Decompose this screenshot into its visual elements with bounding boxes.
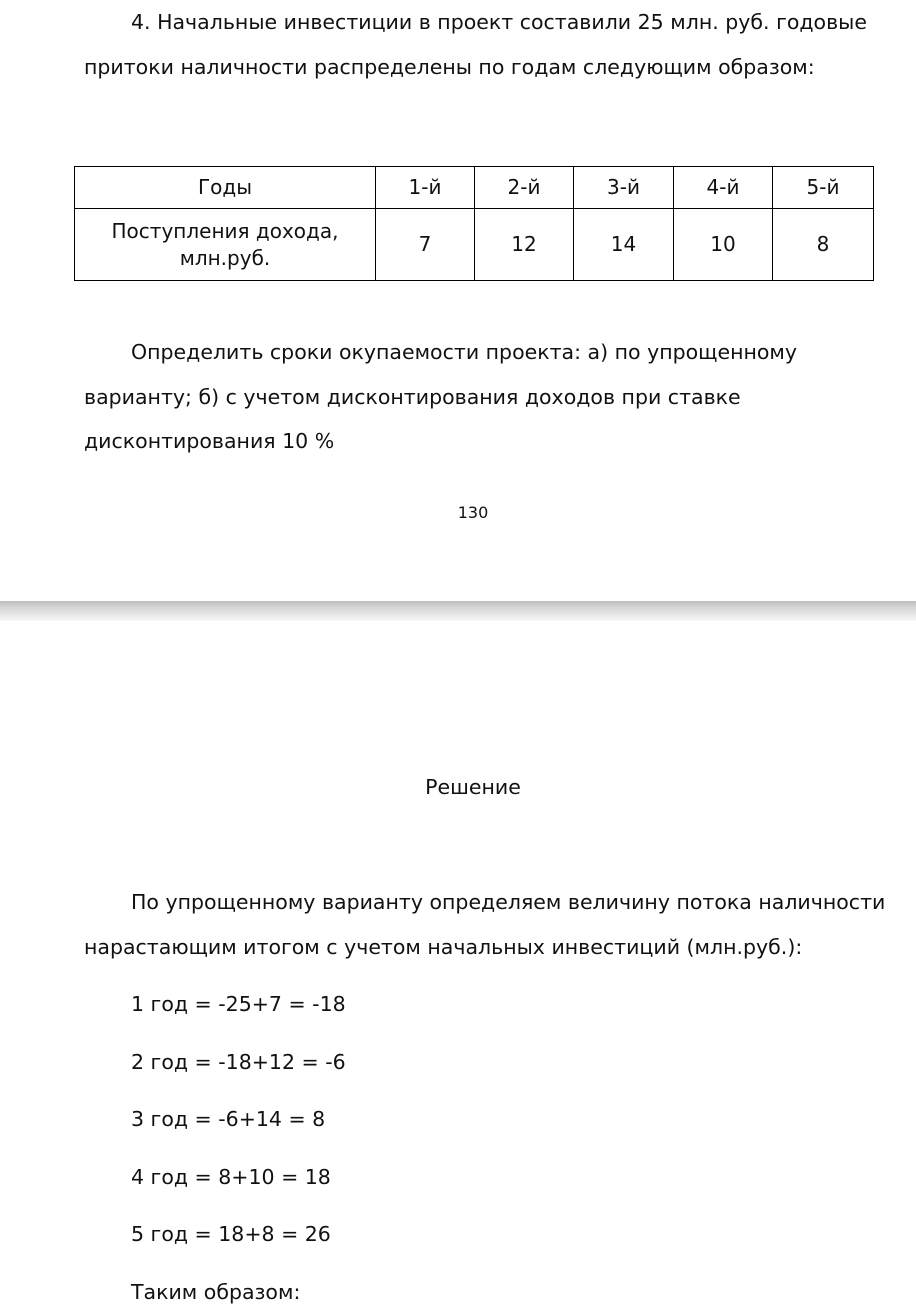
calc-line-year-1: 1 год = -25+7 = -18 (131, 992, 346, 1016)
header-cell-year-2: 2-й (475, 167, 574, 209)
income-table (74, 166, 874, 281)
value-cell-year-4: 10 (674, 209, 773, 281)
problem-intro-line-2: притоки наличности распределены по годам следующим образом: (84, 55, 815, 79)
calc-line-year-4: 4 год = 8+10 = 18 (131, 1165, 331, 1189)
row-label-line-1: Поступления дохода, (111, 218, 339, 243)
document-page-1 (0, 0, 916, 601)
row-label-cell (75, 209, 376, 281)
solution-para-line-1: По упрощенному варианту определяем величину потока наличности (131, 890, 886, 914)
value-cell-year-2: 12 (475, 209, 574, 281)
header-cell-year-1: 1-й (376, 167, 475, 209)
table-header-row (75, 167, 874, 209)
table-row-income (75, 209, 874, 281)
problem-intro-line-1: 4. Начальные инвестиции в проект составили 25 млн. руб. годовые (131, 10, 867, 34)
value-cell-year-1: 7 (376, 209, 475, 281)
calc-line-year-2: 2 год = -18+12 = -6 (131, 1050, 346, 1074)
row-label-line-2: млн.руб. (179, 245, 271, 270)
calc-line-year-5: 5 год = 18+8 = 26 (131, 1222, 331, 1246)
value-cell-year-5: 8 (773, 209, 874, 281)
header-cell-year-3: 3-й (574, 167, 674, 209)
task-line-2: варианту; б) с учетом дисконтирования доходов при ставке (84, 385, 741, 409)
task-line-1: Определить сроки окупаемости проекта: а) по упрощенному (131, 340, 798, 364)
value-cell-year-3: 14 (574, 209, 674, 281)
task-line-3: дисконтирования 10 % (84, 429, 335, 453)
header-cell-year-5: 5-й (773, 167, 874, 209)
calc-line-year-3: 3 год = -6+14 = 8 (131, 1107, 326, 1131)
header-cell-year-4: 4-й (674, 167, 773, 209)
page-number: 130 (457, 503, 489, 522)
solution-heading: Решение (425, 775, 521, 799)
conclusion-line: Таким образом: (131, 1280, 301, 1304)
header-cell-years: Годы (75, 167, 376, 209)
page-separator (0, 601, 916, 621)
document-page-2 (0, 621, 916, 1316)
solution-para-line-2: нарастающим итогом с учетом начальных инвестиций (млн.руб.): (84, 935, 803, 959)
